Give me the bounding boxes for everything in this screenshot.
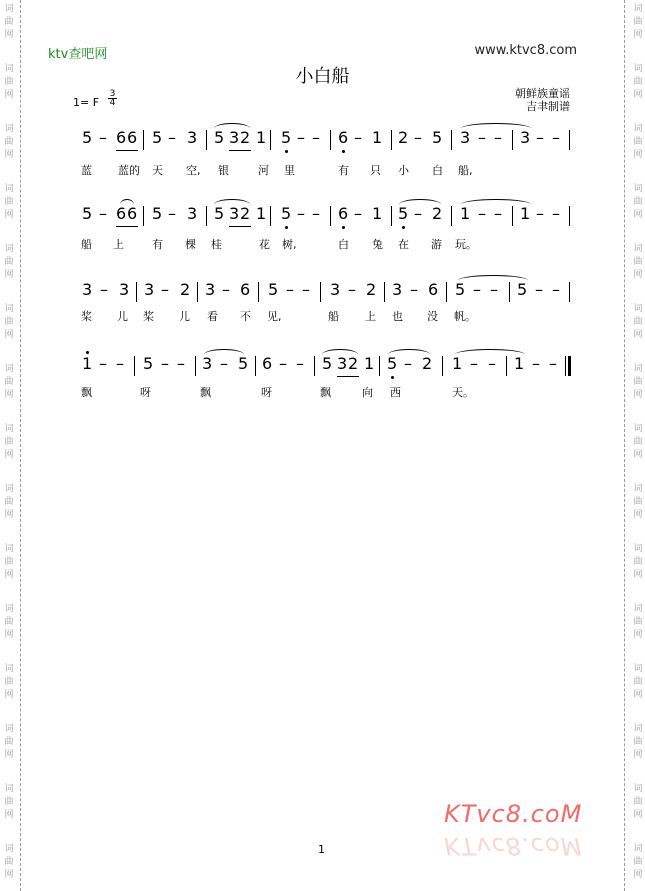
margin-watermark-char: 词 <box>633 244 643 254</box>
note: 5 <box>82 204 93 223</box>
lyric: 也 <box>392 310 403 323</box>
song-origin: 朝鲜族童谣 <box>515 87 570 100</box>
bar-line <box>569 130 570 150</box>
note: 1 <box>364 354 375 373</box>
margin-watermark-char: 网 <box>633 750 643 760</box>
margin-watermark-char: 词 <box>4 64 14 74</box>
note: 6 <box>116 204 127 223</box>
margin-watermark-char: 网 <box>633 390 643 400</box>
note: – <box>116 354 124 373</box>
note: 5 <box>387 354 398 373</box>
margin-watermark-char: 曲 <box>633 197 643 207</box>
lyric: 有 <box>152 238 163 251</box>
lyric: 不 <box>240 310 251 323</box>
low-octave-dot <box>285 150 288 153</box>
bar-line <box>509 282 510 302</box>
note: – <box>552 280 560 299</box>
eighth-underline <box>337 376 359 377</box>
margin-watermark-char: 词 <box>4 304 14 314</box>
bar-line <box>442 356 443 376</box>
note: 1 <box>514 354 525 373</box>
margin-watermark-char: 词 <box>633 304 643 314</box>
note: 5 <box>214 204 225 223</box>
lyric: 兔 <box>372 238 383 251</box>
bar-line <box>270 130 271 150</box>
note: 3 <box>229 128 240 147</box>
note: – <box>414 204 422 223</box>
note: – <box>168 128 176 147</box>
bar-line <box>569 282 570 302</box>
eighth-underline <box>229 226 251 227</box>
note: 5 <box>143 354 154 373</box>
note: 5 <box>398 204 409 223</box>
note: 1 <box>452 354 463 373</box>
note: 6 <box>338 128 349 147</box>
margin-watermark-char: 曲 <box>633 617 643 627</box>
lyric: 只 <box>370 164 381 177</box>
bar-line <box>206 206 207 226</box>
note: 3 <box>460 128 471 147</box>
bar-line <box>391 130 392 150</box>
margin-watermark-char: 网 <box>4 270 14 280</box>
margin-watermark-char: 词 <box>633 724 643 734</box>
margin-watermark-char: 网 <box>4 330 14 340</box>
lyric: 棵 <box>185 238 196 251</box>
note: – <box>536 204 544 223</box>
lyric: 飘 <box>81 386 92 399</box>
note: 5 <box>82 128 93 147</box>
margin-watermark-char: 网 <box>633 870 643 880</box>
note: 6 <box>262 354 273 373</box>
lyric: 儿 <box>179 310 190 323</box>
notation-line <box>0 282 645 312</box>
note: – <box>494 128 502 147</box>
note: 1 <box>372 128 383 147</box>
note: 2 <box>366 280 377 299</box>
note: 5 <box>268 280 279 299</box>
note: 2 <box>348 354 359 373</box>
margin-watermark-char: 词 <box>4 364 14 374</box>
margin-watermark-char: 网 <box>4 30 14 40</box>
lyric: 桂 <box>211 238 222 251</box>
note: 3 <box>82 280 93 299</box>
note: 6 <box>127 128 138 147</box>
margin-watermark-char: 曲 <box>633 317 643 327</box>
note: 6 <box>240 280 251 299</box>
note: 6 <box>338 204 349 223</box>
notation-line <box>0 206 645 236</box>
bar-line <box>314 356 315 376</box>
bar-line <box>384 282 385 302</box>
low-octave-dot <box>285 226 288 229</box>
margin-watermark-char: 网 <box>633 270 643 280</box>
margin-watermark-char: 网 <box>633 510 643 520</box>
lyric: 白 <box>432 164 443 177</box>
lyric: 上 <box>365 310 376 323</box>
margin-watermark-char: 曲 <box>633 557 643 567</box>
bar-line <box>206 130 207 150</box>
bar-line <box>512 130 513 150</box>
notation-line <box>0 356 645 386</box>
bar-line <box>330 206 331 226</box>
margin-watermark-char: 曲 <box>4 77 14 87</box>
note: 6 <box>127 204 138 223</box>
margin-watermark-char: 网 <box>4 210 14 220</box>
time-signature-bottom: 4 <box>109 98 116 108</box>
margin-watermark-char: 曲 <box>4 317 14 327</box>
eighth-underline <box>116 226 138 227</box>
lyric: 飘 <box>200 386 211 399</box>
note: 2 <box>432 204 443 223</box>
note: – <box>312 128 320 147</box>
note: 5 <box>432 128 443 147</box>
note: 2 <box>180 280 191 299</box>
margin-watermark-char: 网 <box>4 810 14 820</box>
margin-watermark-char: 网 <box>633 30 643 40</box>
margin-watermark-char: 曲 <box>4 257 14 267</box>
note: – <box>410 280 418 299</box>
margin-watermark-char: 网 <box>4 150 14 160</box>
margin-watermark-char: 词 <box>4 4 14 14</box>
margin-watermark-char: 网 <box>4 870 14 880</box>
margin-watermark-char: 词 <box>4 604 14 614</box>
low-octave-dot <box>391 376 394 379</box>
margin-watermark-char: 网 <box>633 450 643 460</box>
bar-line <box>320 282 321 302</box>
margin-watermark-char: 词 <box>633 4 643 14</box>
lyric: 船 <box>328 310 339 323</box>
lyric: 游 <box>431 238 442 251</box>
note: – <box>414 128 422 147</box>
lyric: 蓝 <box>81 164 92 177</box>
bar-line <box>255 356 256 376</box>
lyric: 见, <box>267 310 282 323</box>
margin-watermark-char: 词 <box>633 844 643 854</box>
note: – <box>99 128 107 147</box>
margin-watermark-char: 网 <box>633 810 643 820</box>
bar-line <box>258 282 259 302</box>
note: 5 <box>455 280 466 299</box>
lyric: 飘 <box>320 386 331 399</box>
margin-watermark-char: 词 <box>4 724 14 734</box>
margin-watermark-char: 曲 <box>4 677 14 687</box>
margin-watermark-char: 曲 <box>633 377 643 387</box>
time-signature-top: 3 <box>109 89 116 99</box>
low-octave-dot <box>402 226 405 229</box>
bar-line <box>136 282 137 302</box>
margin-watermark-char: 词 <box>4 544 14 554</box>
final-bar-thin <box>565 356 566 376</box>
margin-watermark-char: 词 <box>4 424 14 434</box>
margin-watermark-char: 曲 <box>4 17 14 27</box>
note: – <box>532 354 540 373</box>
margin-watermark-char: 词 <box>4 784 14 794</box>
note: 3 <box>205 280 216 299</box>
note: 3 <box>202 354 213 373</box>
note: – <box>312 204 320 223</box>
margin-watermark-char: 词 <box>633 124 643 134</box>
note: – <box>177 354 185 373</box>
lyric: 小 <box>398 164 409 177</box>
bar-line <box>451 130 452 150</box>
note: – <box>552 128 560 147</box>
margin-watermark-char: 词 <box>4 484 14 494</box>
note: – <box>488 354 496 373</box>
margin-watermark-char: 网 <box>4 570 14 580</box>
note: 3 <box>144 280 155 299</box>
margin-watermark-char: 词 <box>4 124 14 134</box>
margin-watermark-char: 词 <box>633 484 643 494</box>
note: 2 <box>240 204 251 223</box>
margin-watermark-char: 曲 <box>4 497 14 507</box>
margin-watermark-char: 曲 <box>633 857 643 867</box>
note: 1 <box>256 128 267 147</box>
note: – <box>354 204 362 223</box>
margin-watermark-char: 曲 <box>633 797 643 807</box>
note: – <box>297 204 305 223</box>
lyric: 向 <box>362 386 373 399</box>
bar-line <box>197 282 198 302</box>
note: 3 <box>330 280 341 299</box>
margin-watermark-char: 曲 <box>4 437 14 447</box>
bar-line <box>451 206 452 226</box>
margin-watermark-char: 网 <box>4 510 14 520</box>
note: – <box>99 204 107 223</box>
lyric: 看 <box>207 310 218 323</box>
bar-line <box>391 206 392 226</box>
note: – <box>473 280 481 299</box>
note: 5 <box>281 128 292 147</box>
site-name-left[interactable]: ktv查吧网 <box>48 47 108 62</box>
margin-watermark-char: 网 <box>633 690 643 700</box>
bar-line <box>143 206 144 226</box>
note: – <box>222 280 230 299</box>
lyric: 船, <box>458 164 473 177</box>
margin-watermark-char: 词 <box>633 664 643 674</box>
note: – <box>478 204 486 223</box>
song-title: 小白船 <box>295 66 350 87</box>
notation-line <box>0 130 645 160</box>
margin-watermark-char: 曲 <box>633 77 643 87</box>
note: 1 <box>256 204 267 223</box>
note: 1 <box>460 204 471 223</box>
lyric: 在 <box>398 238 409 251</box>
bar-line <box>569 206 570 226</box>
note: – <box>470 354 478 373</box>
margin-watermark-char: 词 <box>633 604 643 614</box>
bar-line <box>134 356 135 376</box>
note: 3 <box>229 204 240 223</box>
note: 1 <box>82 354 93 373</box>
margin-watermark-char: 曲 <box>633 257 643 267</box>
lyric: 有 <box>338 164 349 177</box>
note: – <box>536 128 544 147</box>
note: 1 <box>520 204 531 223</box>
final-bar-thick <box>568 356 571 376</box>
note: 5 <box>281 204 292 223</box>
lyric: 玩。 <box>455 238 477 251</box>
margin-watermark-char: 网 <box>633 570 643 580</box>
note: 2 <box>422 354 433 373</box>
bar-line <box>512 206 513 226</box>
bar-line <box>143 130 144 150</box>
note: – <box>478 128 486 147</box>
page-number: 1 <box>318 843 325 856</box>
eighth-underline <box>116 150 138 151</box>
note: 3 <box>187 204 198 223</box>
margin-watermark-char: 网 <box>4 390 14 400</box>
time-signature <box>108 90 117 107</box>
margin-watermark-char: 网 <box>633 150 643 160</box>
note: – <box>494 204 502 223</box>
note: – <box>549 354 557 373</box>
note: – <box>279 354 287 373</box>
margin-watermark-char: 词 <box>4 664 14 674</box>
lyric: 呀 <box>140 386 151 399</box>
eighth-underline <box>229 150 251 151</box>
bar-line <box>330 130 331 150</box>
margin-watermark-char: 曲 <box>4 797 14 807</box>
lyric: 河 <box>258 164 269 177</box>
note: 6 <box>428 280 439 299</box>
margin-watermark-char: 词 <box>633 364 643 374</box>
margin-watermark-char: 词 <box>633 424 643 434</box>
note: – <box>161 280 169 299</box>
note: – <box>99 354 107 373</box>
lyric: 桨 <box>143 310 154 323</box>
margin-watermark-char: 网 <box>4 690 14 700</box>
margin-watermark-char: 曲 <box>4 617 14 627</box>
note: – <box>354 128 362 147</box>
margin-watermark-char: 网 <box>633 330 643 340</box>
bar-line <box>379 356 380 376</box>
margin-watermark-char: 网 <box>633 630 643 640</box>
margin-watermark-char: 曲 <box>4 557 14 567</box>
margin-watermark-char: 网 <box>633 90 643 100</box>
site-logo-reflection: KTvc8.coM <box>444 832 583 860</box>
margin-watermark-char: 曲 <box>633 737 643 747</box>
margin-watermark-char: 曲 <box>4 377 14 387</box>
lyric: 西 <box>390 386 401 399</box>
note: – <box>296 354 304 373</box>
margin-watermark-char: 曲 <box>4 137 14 147</box>
note: – <box>220 354 228 373</box>
note: 5 <box>238 354 249 373</box>
note: – <box>348 280 356 299</box>
margin-watermark-char: 曲 <box>4 197 14 207</box>
bar-line <box>506 356 507 376</box>
note: 3 <box>337 354 348 373</box>
margin-watermark-char: 词 <box>633 184 643 194</box>
note: – <box>490 280 498 299</box>
note: – <box>535 280 543 299</box>
lyric: 没 <box>427 310 438 323</box>
margin-watermark-char: 词 <box>633 64 643 74</box>
margin-watermark-char: 曲 <box>4 857 14 867</box>
lyric: 白 <box>338 238 349 251</box>
margin-watermark-char: 曲 <box>633 437 643 447</box>
note: 1 <box>372 204 383 223</box>
lyric: 树, <box>282 238 297 251</box>
lyric: 天。 <box>452 386 474 399</box>
note: 5 <box>152 204 163 223</box>
margin-watermark-char: 网 <box>4 450 14 460</box>
site-logo: KTvc8.coM <box>444 800 583 828</box>
lyric: 空, <box>186 164 201 177</box>
bar-line <box>446 282 447 302</box>
bar-line <box>195 356 196 376</box>
note: – <box>100 280 108 299</box>
note: 2 <box>240 128 251 147</box>
margin-watermark-char: 网 <box>4 90 14 100</box>
margin-watermark-char: 曲 <box>633 17 643 27</box>
lyric: 花 <box>259 238 270 251</box>
margin-watermark-char: 曲 <box>633 677 643 687</box>
note: 6 <box>116 128 127 147</box>
note: – <box>302 280 310 299</box>
margin-watermark-char: 词 <box>633 784 643 794</box>
note: – <box>286 280 294 299</box>
note: 3 <box>392 280 403 299</box>
note: 3 <box>119 280 130 299</box>
note: 5 <box>322 354 333 373</box>
note: 3 <box>520 128 531 147</box>
note: 2 <box>398 128 409 147</box>
lyric: 银 <box>218 164 229 177</box>
margin-watermark-char: 词 <box>4 184 14 194</box>
margin-watermark-char: 网 <box>4 750 14 760</box>
margin-watermark-char: 网 <box>633 210 643 220</box>
lyric: 天 <box>152 164 163 177</box>
note: – <box>161 354 169 373</box>
margin-watermark-char: 词 <box>4 244 14 254</box>
song-arranger: 吉聿制谱 <box>526 100 570 113</box>
margin-watermark-char: 曲 <box>4 737 14 747</box>
lyric: 儿 <box>117 310 128 323</box>
note: 3 <box>187 128 198 147</box>
note: – <box>297 128 305 147</box>
lyric: 桨 <box>81 310 92 323</box>
margin-watermark-char: 网 <box>4 630 14 640</box>
note: 5 <box>214 128 225 147</box>
margin-watermark-char: 词 <box>4 844 14 854</box>
note: – <box>168 204 176 223</box>
note: 5 <box>152 128 163 147</box>
lyric: 蓝的 <box>118 164 140 177</box>
lyric: 呀 <box>261 386 272 399</box>
bar-line <box>270 206 271 226</box>
lyric: 里 <box>284 164 295 177</box>
low-octave-dot <box>342 150 345 153</box>
lyric: 船 <box>81 238 92 251</box>
margin-watermark-char: 曲 <box>633 497 643 507</box>
lyric: 帆。 <box>454 310 476 323</box>
note: – <box>552 204 560 223</box>
key-signature: 1= F <box>73 96 100 109</box>
site-url[interactable]: www.ktvc8.com <box>474 43 577 58</box>
lyric: 上 <box>113 238 124 251</box>
note: – <box>404 354 412 373</box>
margin-watermark-char: 词 <box>633 544 643 554</box>
margin-watermark-char: 曲 <box>633 137 643 147</box>
low-octave-dot <box>342 226 345 229</box>
note: 5 <box>517 280 528 299</box>
